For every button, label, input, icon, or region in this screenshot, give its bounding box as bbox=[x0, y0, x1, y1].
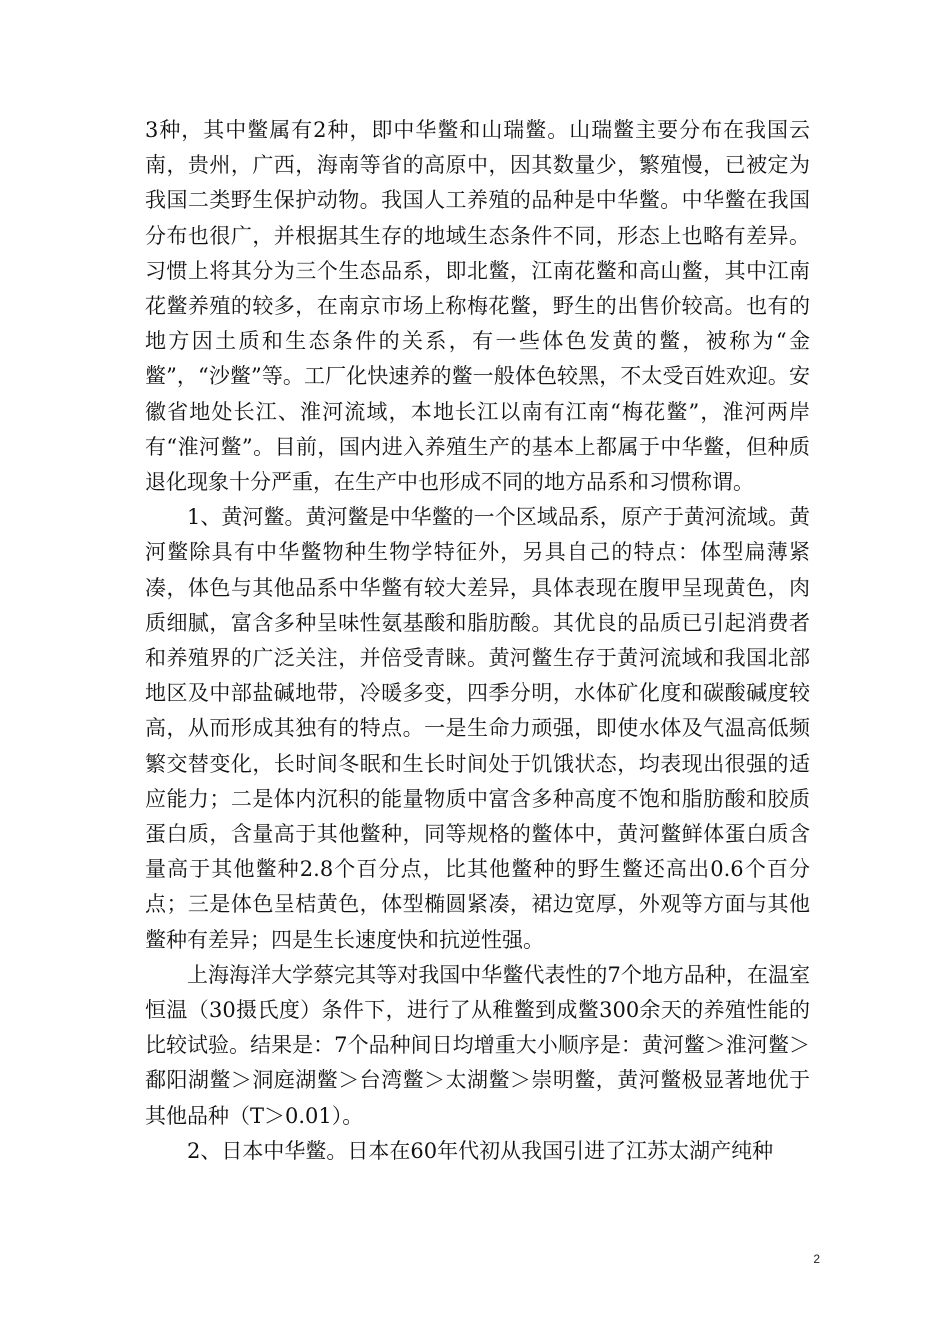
paragraph-yellow-river-turtle: 1、黄河鳖。黄河鳖是中华鳖的一个区域品系，原产于黄河流域。黄河鳖除具有中华鳖物种生物学特征外，另具自己的特点：体型扁薄紧凑，体色与其他品系中华鳖有较大差异，具体表现在腹甲呈现黄色，肉质细腻，富含多种呈味性氨基酸和脂肪酸。其优良的品质已引起消费者和养殖界的广泛关注，并倍受青睐。黄河鳖生存于黄河流域和我国北部地区及中部盐碱地带，冷暖多变，四季分明，水体矿化度和碳酸碱度较高，从而形成其独有的特点。一是生命力顽强，即使水体及气温高低频繁交替变化，长时间冬眠和生长时间处于饥饿状态，均表现出很强的适应能力；二是体内沉积的能量物质中富含多种高度不饱和脂肪酸和胶质蛋白质，含量高于其他鳖种，同等规格的鳖体中，黄河鳖鲜体蛋白质含量高于其他鳖种2.8个百分点，比其他鳖种的野生鳖还高出0.6个百分点；三是体色呈桔黄色，体型椭圆紧凑，裙边宽厚，外观等方面与其他鳖种有差异；四是生长速度快和抗逆性强。 bbox=[145, 505, 810, 952]
page-number: 2 bbox=[813, 1252, 820, 1266]
body-text bbox=[145, 113, 810, 1169]
paragraph-japanese-turtle: 2、日本中华鳖。日本在60年代初从我国引进了江苏太湖产纯种 bbox=[187, 1138, 774, 1163]
paragraph-continuation: 3种，其中鳖属有2种，即中华鳖和山瑞鳖。山瑞鳖主要分布在我国云南，贵州，广西，海南等省的高原中，因其数量少，繁殖慢，已被定为我国二类野生保护动物。我国人工养殖的品种是中华鳖。中华鳖在我国分布也很广，并根据其生存的地域生态条件不同，形态上也略有差异。习惯上将其分为三个生态品系，即北鳖，江南花鳖和高山鳖，其中江南花鳖养殖的较多，在南京市场上称梅花鳖，野生的出售价较高。也有的地方因土质和生态条件的关系，有一些体色发黄的鳖，被称为“金鳖”，“沙鳖”等。工厂化快速养的鳖一般体色较黑，不太受百姓欢迎。安徽省地处长江、淮河流域，本地长江以南有江南“梅花鳖”，淮河两岸有“淮河鳖”。目前，国内进入养殖生产的基本上都属于中华鳖，但种质退化现象十分严重，在生产中也形成不同的地方品系和习惯称谓。 bbox=[145, 118, 810, 495]
paragraph-comparison-experiment: 上海海洋大学蔡完其等对我国中华鳖代表性的7个地方品种，在温室恒温（30摄氏度）条件下，进行了从稚鳖到成鳖300余天的养殖性能的比较试验。结果是：7个品种间日均增重大小顺序是：黄河鳖＞淮河鳖＞鄱阳湖鳖＞洞庭湖鳖＞台湾鳖＞太湖鳖＞崇明鳖，黄河鳖极显著地优于其他品种（T＞0.01）。 bbox=[145, 962, 810, 1128]
